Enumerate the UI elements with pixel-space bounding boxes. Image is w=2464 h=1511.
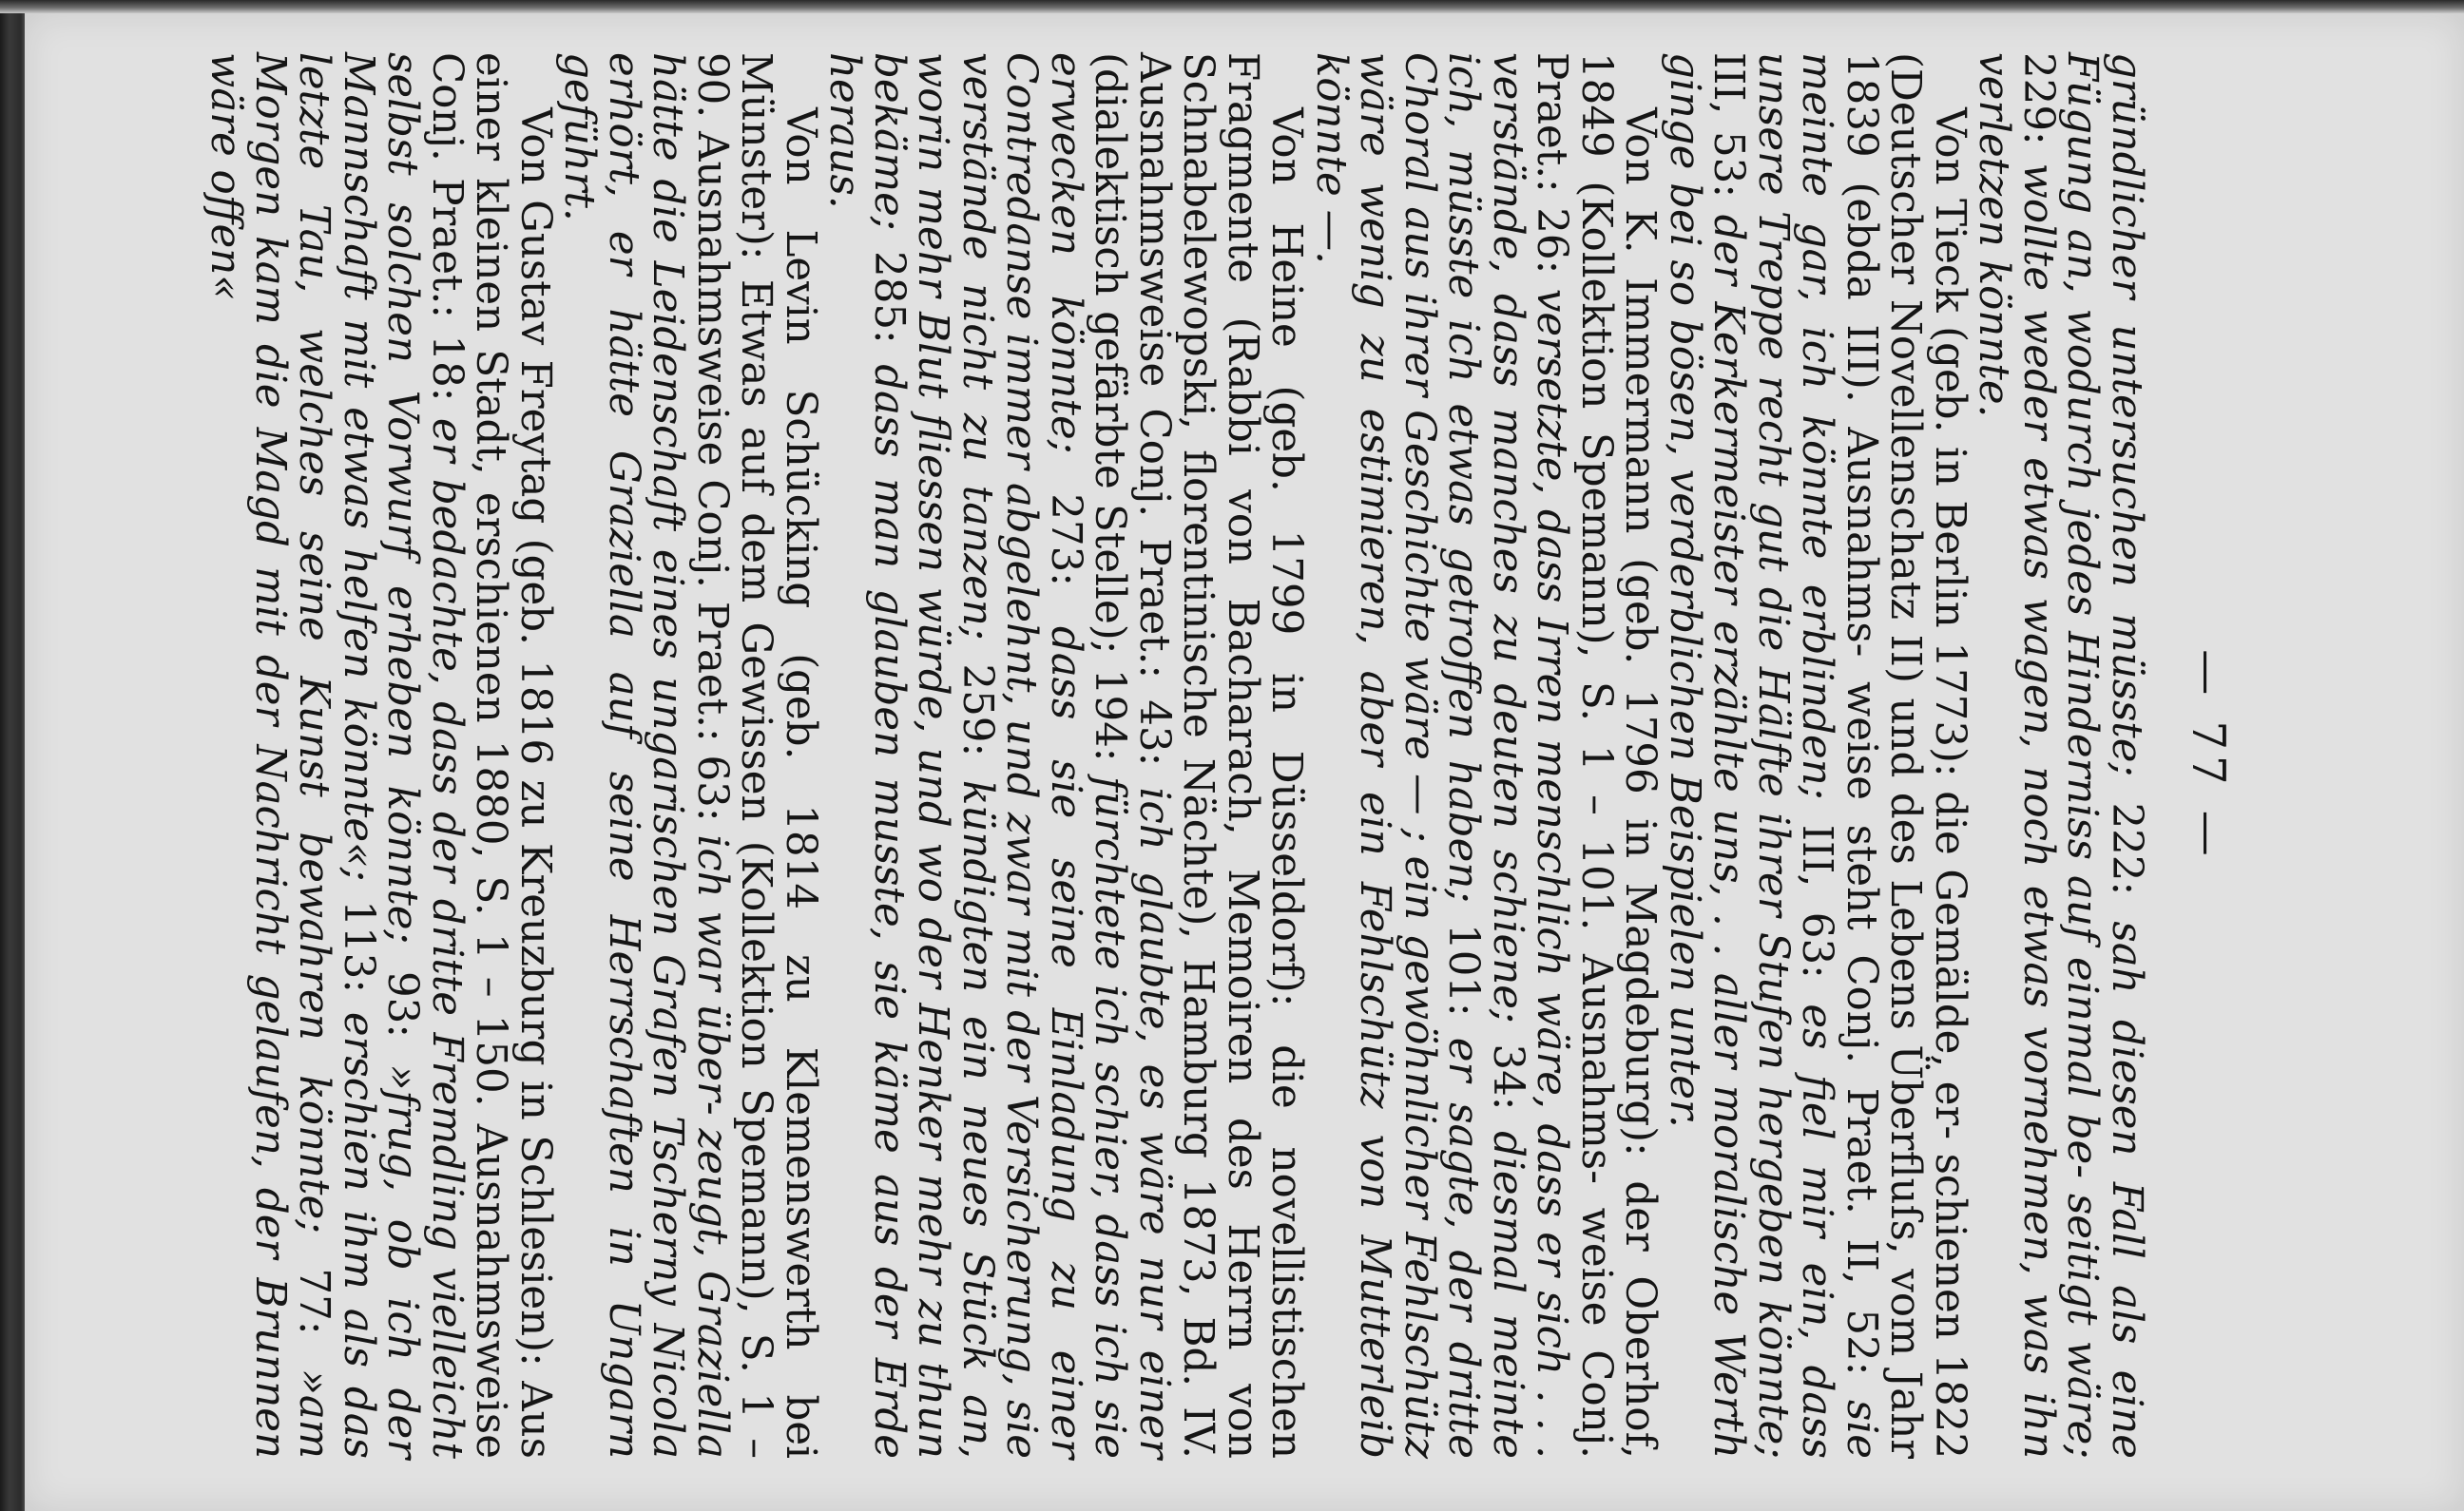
italic-text: heraus. xyxy=(820,52,869,209)
italic-text: gründlicher untersuchen müsste; xyxy=(2103,52,2150,803)
italic-text: erblinden; xyxy=(1793,583,1841,825)
italic-text: ich schier, dass ich sie erwecken könnte; xyxy=(1042,52,1134,1459)
italic-text: gut die Hälfte ihrer Stufen hergeben könnte; xyxy=(1749,502,1797,1460)
text-line xyxy=(777,107,824,1350)
italic-text: der xyxy=(1704,214,1753,285)
italic-text: ein gewöhnlicher Fehlschütz wäre wenig zu estimieren, aber xyxy=(1351,52,1443,1460)
text-line xyxy=(821,52,869,209)
roman-text: Schlesien): Aus einer kleinen Stadt, erschienen 1880, xyxy=(467,52,559,1460)
roman-text: schienen 1822 (Deutscher Novellenschatz II) und des xyxy=(1881,52,1973,1460)
roman-text: S. 1 – 150. Ausnahmsweise Conj. Praet.: 18: xyxy=(423,52,515,1459)
paragraph xyxy=(1309,52,1663,1459)
roman-text: Von Heine (geb. 1799 in Düsseldorf): die novellistischen xyxy=(1262,107,1311,1459)
text-line xyxy=(1617,107,1665,1252)
italic-text: wäre nur einer xyxy=(1130,1130,1178,1459)
page-top-edge xyxy=(0,0,2464,13)
roman-text: Bd. IV. Ausnahmsweise Conj. Praet.: 43: xyxy=(1130,52,1222,1460)
roman-text: 101: xyxy=(1439,924,1488,1038)
text-line xyxy=(1926,107,1973,1139)
paragraph xyxy=(1972,52,2148,1459)
roman-text: Von Tieck (geb. in Berlin 1773): die Gemälde, er- xyxy=(1926,107,1973,1140)
italic-text: ich glaubte, es xyxy=(1130,787,1178,1110)
italic-text: kündigten ein neues Stück an, worin mehr Blut fliessen xyxy=(909,52,1001,1459)
italic-text: würde, und wo der Henker mehr zu thun bekäme; xyxy=(865,52,957,1460)
italic-text: diesmal meinte ich, müsste ich etwas getroffen haben; xyxy=(1439,52,1531,1459)
italic-text: ich war über- xyxy=(688,834,736,1116)
roman-text: (dialektisch gefärbte Stelle); 194: xyxy=(1086,52,1134,776)
roman-text: 285: xyxy=(865,251,913,365)
roman-text: weise Conj. Praet.: 26: xyxy=(1528,52,1620,1459)
paragraph xyxy=(203,52,557,1459)
page-number: — 77 — xyxy=(2182,649,2235,862)
page-body xyxy=(203,52,2148,1459)
roman-text: Von K. Immermann (geb. 1796 in Magdeburg): der xyxy=(1616,107,1665,1252)
italic-text: es fiel mir ein, dass unsere Treppe recht xyxy=(1749,52,1841,1460)
italic-text: helfen könnte«; xyxy=(335,547,382,901)
roman-text: III, 53: xyxy=(1704,52,1753,215)
paragraph xyxy=(557,52,822,1459)
italic-text: fürchtete xyxy=(1086,775,1134,970)
italic-text: eine Fügung an, wodurch jedes Hinderniss auf einmal be- xyxy=(2058,52,2150,1460)
italic-text: ein Fehlschütz von Mutterleib könnte —. xyxy=(1307,52,1399,1460)
roman-text: 77: xyxy=(290,1268,338,1370)
paragraph xyxy=(822,52,1309,1459)
rotated-text-block xyxy=(202,52,2240,1460)
italic-text: seine Kunst bewahren könnte; xyxy=(290,531,338,1269)
paragraph xyxy=(1663,52,1973,1459)
roman-text: Schnabelewopski, florentinische Nächte), Hamburg 1873, xyxy=(1174,52,1222,1297)
italic-text: Herrschaften in Ungarn geführt. xyxy=(555,52,647,1460)
roman-text: Von Levin Schücking (geb. 1814 zu Klemenswerth xyxy=(777,107,824,1350)
italic-text: Magd mit der Nachricht gelaufen, der Brunnen wäre offen« xyxy=(202,52,294,1460)
roman-text: 259: xyxy=(953,663,1001,780)
italic-text: Grafen Tscherny Nicola erhört, er hätte Graziella auf seine xyxy=(600,52,692,1459)
italic-text: er bedachte, xyxy=(423,417,471,685)
italic-text: zeugt, Graziella hätte die Leidenschaft eines ungarischen xyxy=(644,52,736,1459)
text-line xyxy=(1175,52,1222,1296)
italic-text: dass der dritte Fremdling vielleicht selbst solchen Vorwurf xyxy=(378,52,471,1460)
italic-text: Kerkermeister erzählte uns, . . aller moralische Werth ginge xyxy=(1661,52,1753,1459)
roman-text: Oberhof, 1849 (Kollektion Spemann), S. 1 – 101. Ausnahms- xyxy=(1572,52,1665,1460)
italic-text: »frug, ob ich der Mannschaft mit etwas xyxy=(335,52,427,1459)
italic-text: seitigt wäre; xyxy=(2058,1193,2107,1459)
roman-text: bei Münster): Etwas auf dem Gewissen (Kollektion Spemann), xyxy=(732,52,824,1459)
roman-text: S. 1 – 90. Ausnahmsweise Conj. Praet.: 63: xyxy=(688,52,780,1459)
roman-text: 229: xyxy=(2014,52,2062,163)
italic-text: erschien ihm als das letzte Tau, welches xyxy=(290,52,382,1459)
roman-text: 273: xyxy=(1042,493,1089,626)
roman-text: 93: xyxy=(378,970,427,1065)
roman-text: III, 63: xyxy=(1793,824,1841,1004)
text-line xyxy=(865,251,913,1459)
italic-text: erheben könnte; xyxy=(378,585,427,971)
italic-text: dass sie seine xyxy=(1042,625,1089,968)
italic-text: vornehmen, was ihn verletzen könnte. xyxy=(1970,52,2062,1459)
italic-text: dass man glauben musste, sie käme aus der Erde xyxy=(865,364,913,1459)
roman-text: Lebens Überfluſs, vom Jahr 1839 (ebda III). Ausnahms- xyxy=(1838,52,1930,1460)
italic-text: er sagte, der dritte Choral aus ihrer Geschichte wäre — ; xyxy=(1396,52,1488,1459)
roman-text: Von Gustav Freytag (geb. 1816 zu Kreuzburg in xyxy=(511,107,559,1120)
italic-text: mit der Versicherung, sie verstände nicht zu tanzen; xyxy=(953,52,1046,1459)
roman-text: weise steht Conj. Praet. II, 52: xyxy=(1838,681,1885,1401)
italic-text: sie meinte gar, ich könnte xyxy=(1793,52,1885,1459)
roman-text: 222: xyxy=(2103,802,2150,922)
italic-text: Einladung zu einer Contredanse immer abgelehnt, und zwar xyxy=(997,52,1089,1459)
text-line xyxy=(511,107,559,1120)
text-line xyxy=(1661,182,1708,1128)
roman-text: Fragmente (Rabbi von Bacharach, Memoiren des Herrn von xyxy=(1219,52,1266,1459)
italic-text: sah diesen Fall als xyxy=(2103,921,2150,1345)
text-line xyxy=(1263,107,1311,1459)
text-line xyxy=(1219,52,1266,1459)
italic-text: bei so bösen, verderblichen Beispielen unter. xyxy=(1661,182,1708,1128)
italic-text: wollte weder etwas wagen, noch etwas xyxy=(2014,163,2062,1008)
text-line xyxy=(2103,52,2150,1344)
roman-text: 113: xyxy=(335,900,382,1012)
italic-text: dass er sich . . . verstände, dass manches zu deuten schiene; xyxy=(1484,52,1576,1459)
roman-text: 34: xyxy=(1484,1043,1531,1132)
italic-text: »am Morgen kam die xyxy=(246,52,338,1459)
italic-text: versetzte, dass Irren menschlich wäre, xyxy=(1528,288,1576,1109)
